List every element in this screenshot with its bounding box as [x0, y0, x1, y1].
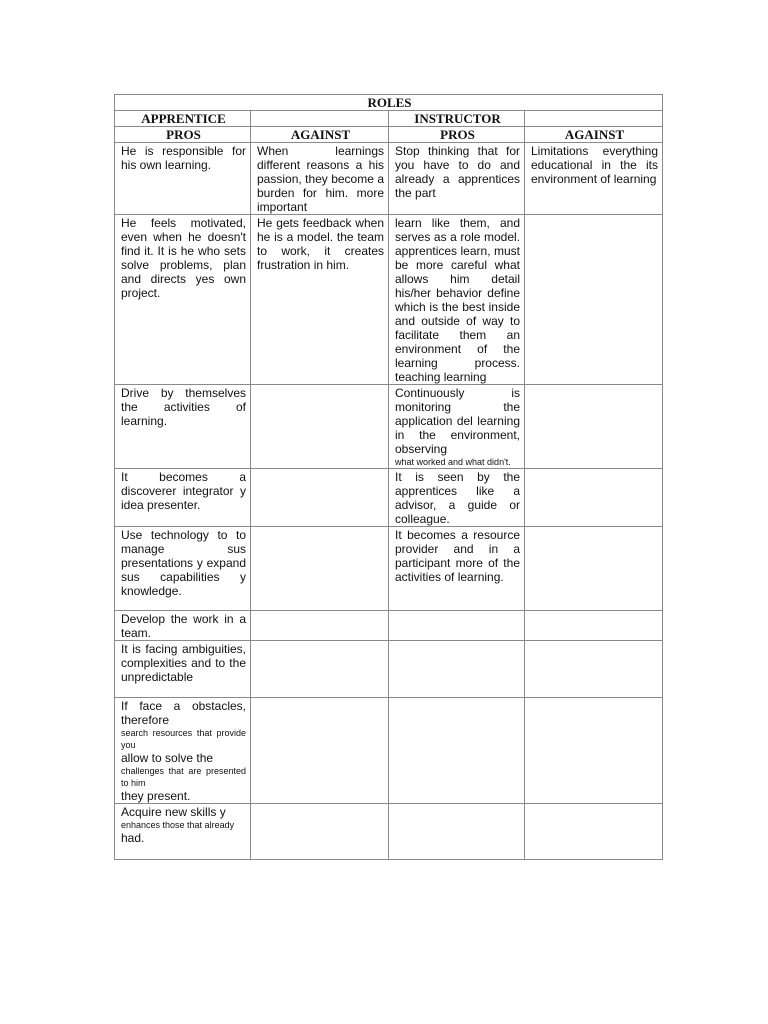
- cell-small-text: enhances those that already: [121, 820, 235, 830]
- cell-text-end: they present.: [121, 789, 191, 803]
- cell-instructor-pros: [389, 385, 525, 469]
- cell-apprentice-against: [251, 611, 389, 641]
- cell-apprentice-pros: It becomes a discoverer integrator y idea presenter.: [115, 469, 251, 527]
- cell-text: Acquire new skills y: [121, 805, 226, 819]
- cell-instructor-against: Limitations everything educational in the its environment of learning: [525, 143, 663, 215]
- cell-apprentice-against: [251, 469, 389, 527]
- cell-apprentice-pros: Develop the work in a team.: [115, 611, 251, 641]
- cell-text: Continuously is monitoring the application del learning in the environment, observing: [395, 386, 520, 456]
- cell-apprentice-pros: Use technology to to manage sus presentations y expand sus capabilities y knowledge.: [115, 527, 251, 611]
- cell-apprentice-against: [251, 385, 389, 469]
- table-row: [115, 804, 663, 860]
- cell-instructor-against: [525, 215, 663, 385]
- cell-instructor-against: [525, 804, 663, 860]
- cell-instructor-against: [525, 698, 663, 804]
- table-row: [115, 527, 663, 611]
- table-row: [115, 469, 663, 527]
- cell-instructor-against: [525, 469, 663, 527]
- cell-instructor-pros: It is seen by the apprentices like a advisor, a guide or colleague.: [389, 469, 525, 527]
- cell-text-end: had.: [121, 831, 145, 845]
- cell-apprentice-against: [251, 527, 389, 611]
- cell-text: If face a obstacles, therefore: [121, 699, 246, 727]
- roles-table: [114, 94, 663, 860]
- cell-apprentice-pros: Drive by themselves the activities of learning.: [115, 385, 251, 469]
- table-row: [115, 215, 663, 385]
- table-row: [115, 698, 663, 804]
- table-row: [115, 385, 663, 469]
- cell-apprentice-against: [251, 698, 389, 804]
- cell-apprentice-against: When learnings different reasons a his passion, they become a burden for him. more important: [251, 143, 389, 215]
- cell-instructor-against: [525, 611, 663, 641]
- cell-small-text: search resources that provide you: [121, 728, 246, 750]
- cell-apprentice-pros: [115, 804, 251, 860]
- group-header-spacer-1: [251, 111, 389, 127]
- table-row: [115, 641, 663, 698]
- cell-small-text-2: challenges that are presented to him: [121, 766, 246, 788]
- cell-instructor-against: [525, 527, 663, 611]
- cell-text-mid: allow to solve the: [121, 751, 214, 765]
- cell-instructor-pros: [389, 611, 525, 641]
- cell-instructor-pros: [389, 804, 525, 860]
- col-header-instructor-pros: PROS: [389, 127, 525, 143]
- cell-instructor-pros: It becomes a resource provider and in a participant more of the activities of learning.: [389, 527, 525, 611]
- col-header-apprentice-against: AGAINST: [251, 127, 389, 143]
- cell-apprentice-against: [251, 804, 389, 860]
- table-title: ROLES: [115, 95, 663, 111]
- cell-apprentice-pros: He is responsible for his own learning.: [115, 143, 251, 215]
- cell-instructor-against: [525, 641, 663, 698]
- cell-instructor-pros: learn like them, and serves as a role model. apprentices learn, must be more careful what allows him detail his/her behavior define which is the best inside and outside of way to facilitate them an environment of the learning process. teaching learning: [389, 215, 525, 385]
- cell-apprentice-pros: It is facing ambiguities, complexities and to the unpredictable: [115, 641, 251, 698]
- cell-instructor-pros: [389, 698, 525, 804]
- cell-instructor-pros: [389, 641, 525, 698]
- group-header-instructor: INSTRUCTOR: [389, 111, 525, 127]
- group-header-spacer-2: [525, 111, 663, 127]
- cell-apprentice-against: [251, 641, 389, 698]
- group-header-apprentice: APPRENTICE: [115, 111, 251, 127]
- cell-instructor-against: [525, 385, 663, 469]
- col-header-instructor-against: AGAINST: [525, 127, 663, 143]
- cell-small-text: what worked and what didn't.: [395, 457, 511, 467]
- table-row: [115, 611, 663, 641]
- table-row: [115, 143, 663, 215]
- col-header-apprentice-pros: PROS: [115, 127, 251, 143]
- cell-apprentice-pros: He feels motivated, even when he doesn't find it. It is he who sets solve problems, plan and directs yes own project.: [115, 215, 251, 385]
- cell-apprentice-pros: [115, 698, 251, 804]
- cell-apprentice-against: He gets feedback when he is a model. the team to work, it creates frustration in him.: [251, 215, 389, 385]
- cell-instructor-pros: Stop thinking that for you have to do and already a apprentices the part: [389, 143, 525, 215]
